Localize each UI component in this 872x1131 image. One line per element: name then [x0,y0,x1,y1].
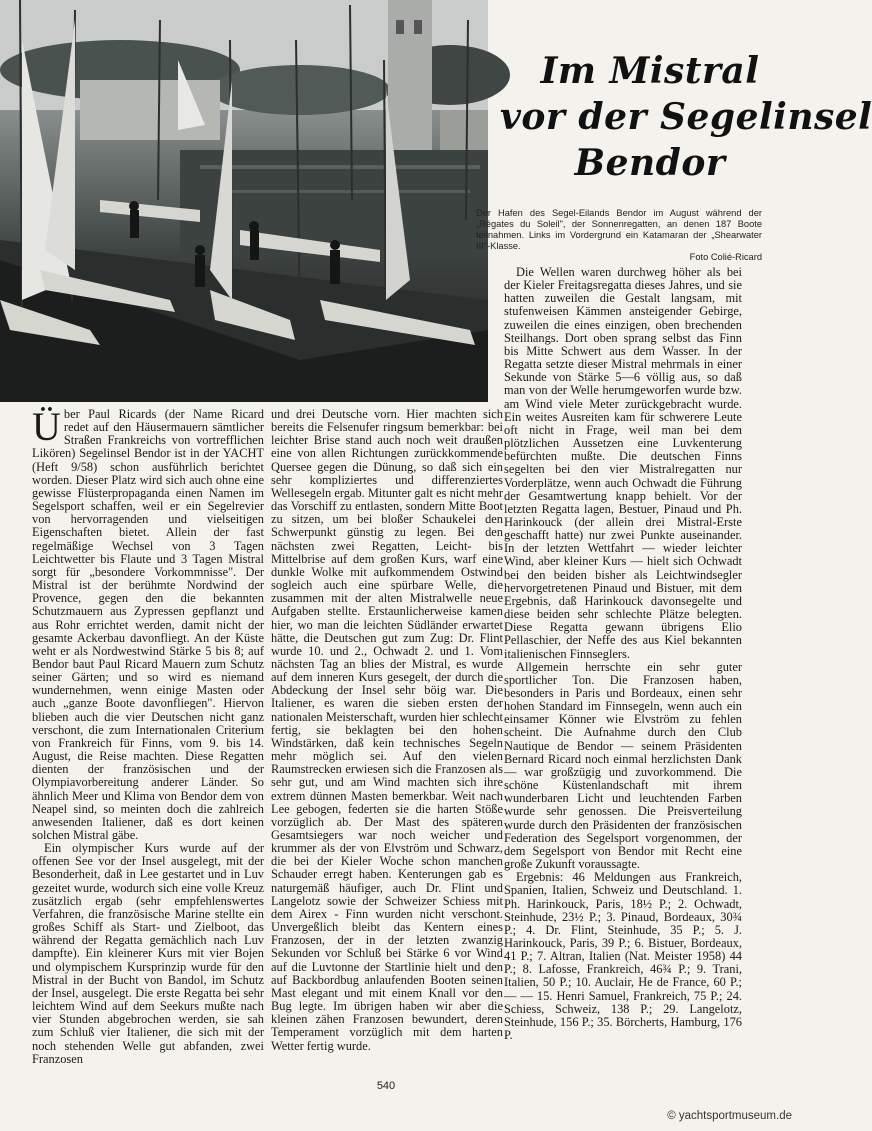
article-column-1 [32,404,264,1080]
dropcap: Ü [32,404,61,449]
article-column-2 [271,408,503,1080]
results-paragraph: Ergebnis: 46 Meldungen aus Frankreich, Spanien, Italien, Schweiz und Deutschland. 1. Ph. Harinkouck, Paris, 18½ P.; 2. Ochwadt, Steinhude, 23½ P.; 3. Pinaud, Bordeaux, 30¾ P.; 4. Dr. Flint, Steinhude, 35 P.; 5. J. Harinkouck, Paris, 39 P.; 6. Bistuer, Bordeaux, 41 P.; 7. Altran, Italien (Nat. Meister 1958) 44 P.; 8. Lafosse, Frankreich, 46¾ P.; 9. Trani, Italien, 50 P.; 10. Auclair, He de France, 60 P.; — — 15. Henri Samuel, Frankreich, 75 P.; 24. Schiess, Schweiz, 138 P.; 29. Langelotz, Steinhude, 156 P.; 35. Börcherts, Hamburg, 176 P. [504,870,742,1043]
photo-illustration [0,0,488,402]
caption-text: Der Hafen des Segel-Eilands Bendor im August während der „Régates du Soleil", der Sonnenregatten, an denen 187 Boote teilnahmen. Links im Vordergrund ein Katamaran der „Shearwater III"-Klasse. [476,208,762,251]
paragraph: Die Wellen waren durchweg höher als bei der Kieler Freitagsregatta dieses Jahres, und sie hatten zuweilen die Gestalt langsam, mit stufenweisen Kämmen ansteigender Gebirge, zuweilen die eines einzigen, oben brechenden Steilhangs. Dort oben sprang selbst das Finn bis Mitte Schwert aus dem Wasser. In der Regatta setzte dieser Mistral mehrmals in einer Sekunde von Stärke 5—6 völlig aus, so daß man von der Welle herumgeworfen wurde bzw. am Wind viele Meter zurückgebracht wurde. Ein weites Ausreiten kam für schwerere Leute oft nicht in Frage, weil man bei dem plötzlichen Aussetzen eine Luvkenterung befürchten mußte. Die deutschen Finns segelten bei den vier Mistralregatten nur Vorderplätze, wenn auch Ochwadt die Führung der Gesamtwertung knapp behielt. Vor der letzten Regatta lagen, Bestuer, Pinaud und Ph. Harinkouck (der allein drei Mistral-Erste geschafft hatte) nur zwei Punkte auseinander. In der letzten Wettfahrt — wieder leichter Wind, aber kleiner Kurs — hielt sich Ochwadt bei den beiden bisher als Leichtwindsegler hervorgetretenen Pinaud und Bistuer, mit dem Ergebnis, daß Harinkouck davonsegelte und diese beiden sehr schlechte Plätze belegten. Diese Regatta gewann übrigens Elio Pellaschier, der Neffe des aus Kiel bekannten italienischen Finnseglers. [504,265,742,661]
paragraph [32,404,264,842]
paragraph: Ein olympischer Kurs wurde auf der offenen See vor der Insel ausgelegt, mit der Besonderheit, daß in Lee gestartet und in Luv gezeitet wurde, wodurch sich eine volle Kreuz zusätzlich ergab (sehr empfehlenswertes Verfahren, die französische Marine stellte ein großes Schiff als Start- und Zielboot, das während der Regatta gemächlich nach Luv dampfte). Ein kleinerer Kurs mit vier Bojen und olympischem Kursprinzip wurde für den Mistral in der Bucht von Bandol, im Schutz der Insel, ausgelegt. Die erste Regatta bei sehr leichtem Wind auf dem Seekurs mußte nach vier Stunden abgebrochen werden, sie sah zum Schluß vier Italiener, die sich mit der noch stehenden Welle gut abfanden, zwei Franzosen [32,841,264,1066]
paragraph-text: ber Paul Ricards (der Name Ricard redet auf den Häusermauern sämtlicher Straßen Frankreichs von vortrefflichen Likören) Segelinsel Bendor ist in der YACHT (Heft 9/58) schon ausführlich berichtet worden. Dieser Platz wird sich auch ohne eine gewisse Flüsterpropaganda einen Namen im Segelsport schaffen, weil er ein Segelrevier von hervorragenden und vielseitigen Eigenschaften bietet. Allein der fast regelmäßige Wechsel von 3 Tagen Leichtwetter bis Flaute und 3 Tagen Mistral sorgt für „besondere Vorkommnisse". Der Mistral ist der berühmte Nordwind der Provence, gegen den die bekannten Schutzmauern aus Zypressen gepflanzt und aus Rohr errichtet werden, damit nicht der gesamte Ackerbau davonfliegt. An der Küste weht er als Nordwestwind Stärke 5 bis 8; auf Bendor baut Paul Ricard Mauern zum Schutz seiner Gärten; und so wird es niemand wundernehmen, wenn einige Masten oder auch „ganze Boote davonfliegen". Hiervon blieben auch die vier Deutschen nicht ganz verschont, die zum Internationalen Criterium von Frankreich für Finns, vom 9. bis 14. August, die Reise machten. Diese Regatten dienten der französischen und der Olympiavorbereitung anderer Länder. So ähnlich Meer und Klima von Bendor dem von Neapel sind, so meinten doch die zahlreich anwesenden Italiener, daß es dort keinen solchen Mistral gäbe. [32,407,264,842]
watermark: © yachtsportmuseum.de [667,1110,792,1122]
photo-credit: Foto Colié-Ricard [689,252,762,262]
harbor-photo [0,0,488,402]
photo-caption [476,208,762,263]
article-title [500,48,872,186]
title-line-1: Im Mistral [540,50,760,92]
article-column-3 [504,266,742,1082]
title-line-2: vor der Segelinsel [500,96,872,138]
page-number: 540 [376,1080,396,1092]
paragraph: und drei Deutsche vorn. Hier machten sich bereits die Felsenufer ringsum bemerkbar: bei leichter Brise stand auch noch weit draußen eine von allen Richtungen zurückkommende Quersee gegen die Dünung, so daß sich ein sehr kompliziertes und differenziertes Wellesegeln ergab. Mitunter galt es nicht mehr das Vorschiff zu entlasten, sondern Mitte Boot zu sitzen, um bei bloßer Schaukelei den Schwerpunkt günstig zu legen. Bei den nächsten zwei Regatten, Leicht- bis Mittelbrise auf dem großen Kurs, warf eine dunkle Wolke mit aufkommendem Ostwind sogleich auch eine spürbare Welle, die zusammen mit der alten Mistralwelle neue Aufgaben stellte. Erstaunlicherweise kamen hier, wo man die leichten Südländer erwartet hätte, die Deutschen gut zum Zug: Dr. Flint wurde 10. und 2., Ochwadt 2. und 1. Vom nächsten Tag an blies der Mistral, es wurde auf dem inneren Kurs gesegelt, der durch die Abdeckung der Insel sehr böig war. Die Italiener, es waren die sieben ersten der nationalen Meisterschaft, wurden hier schlecht fertig, sie beklagten bei den hohen Windstärken, daß kein technisches Segeln mehr möglich sei. Auf den vielen Raumstrecken erwiesen sich die Franzosen als sehr gut, und am Wind machten sich ihre extrem dünnen Masten bemerkbar. Weit nach Lee gebogen, federten sie die harten Stöße vorzüglich ab. Der Mast des späteren Gesamtsiegers war noch weicher und krummer als der von Elvström und Schwarz, die bei der Kieler Woche schon manchen Schauder erregt haben. Kenterungen gab es naturgemäß häufiger, auch Dr. Flint und Langelotz sowie der Schweizer Schiess mit dem Airex - Finn wurden nicht verschont. Unvergeßlich bleibt das Kentern eines Franzosen, der in der letzten zwanzig Sekunden vor Schluß bei Stärke 6 vor Wind auf die Luvtonne der Startlinie hielt und den auf Backbordbug anlaufenden Booten seinen Mast elegant und mit einem Knall vor den Bug legte. Im übrigen haben wir aber die kleinen zähen Franzosen bewundert, deren Temperament vorzüglich mit dem harten Wetter fertig wurde. [271,407,503,1053]
title-line-3: Bendor [574,142,726,184]
paragraph: Allgemein herrschte ein sehr guter sportlicher Ton. Die Franzosen haben, besonders in Paris und Bordeaux, einen sehr hohen Standard im Finnsegeln, wenn auch ein einsamer Könner wie Elvström zu fehlen scheint. Die Aufnahme durch den Club Nautique de Bendor — seinem Präsidenten Bernard Ricard noch einmal herzlichsten Dank — war großzügig und zuvorkommend. Die schöne Küstenlandschaft mit ihrem wunderbaren Licht und leuchtenden Farben wurde sehr genossen. Die Preisverteilung wurde durch den Präsidenten der französischen Federation des Segelsport vorgenommen, der dem Segelsport von Bendor mit Recht eine große Zukunft voraussagte. [504,659,742,872]
